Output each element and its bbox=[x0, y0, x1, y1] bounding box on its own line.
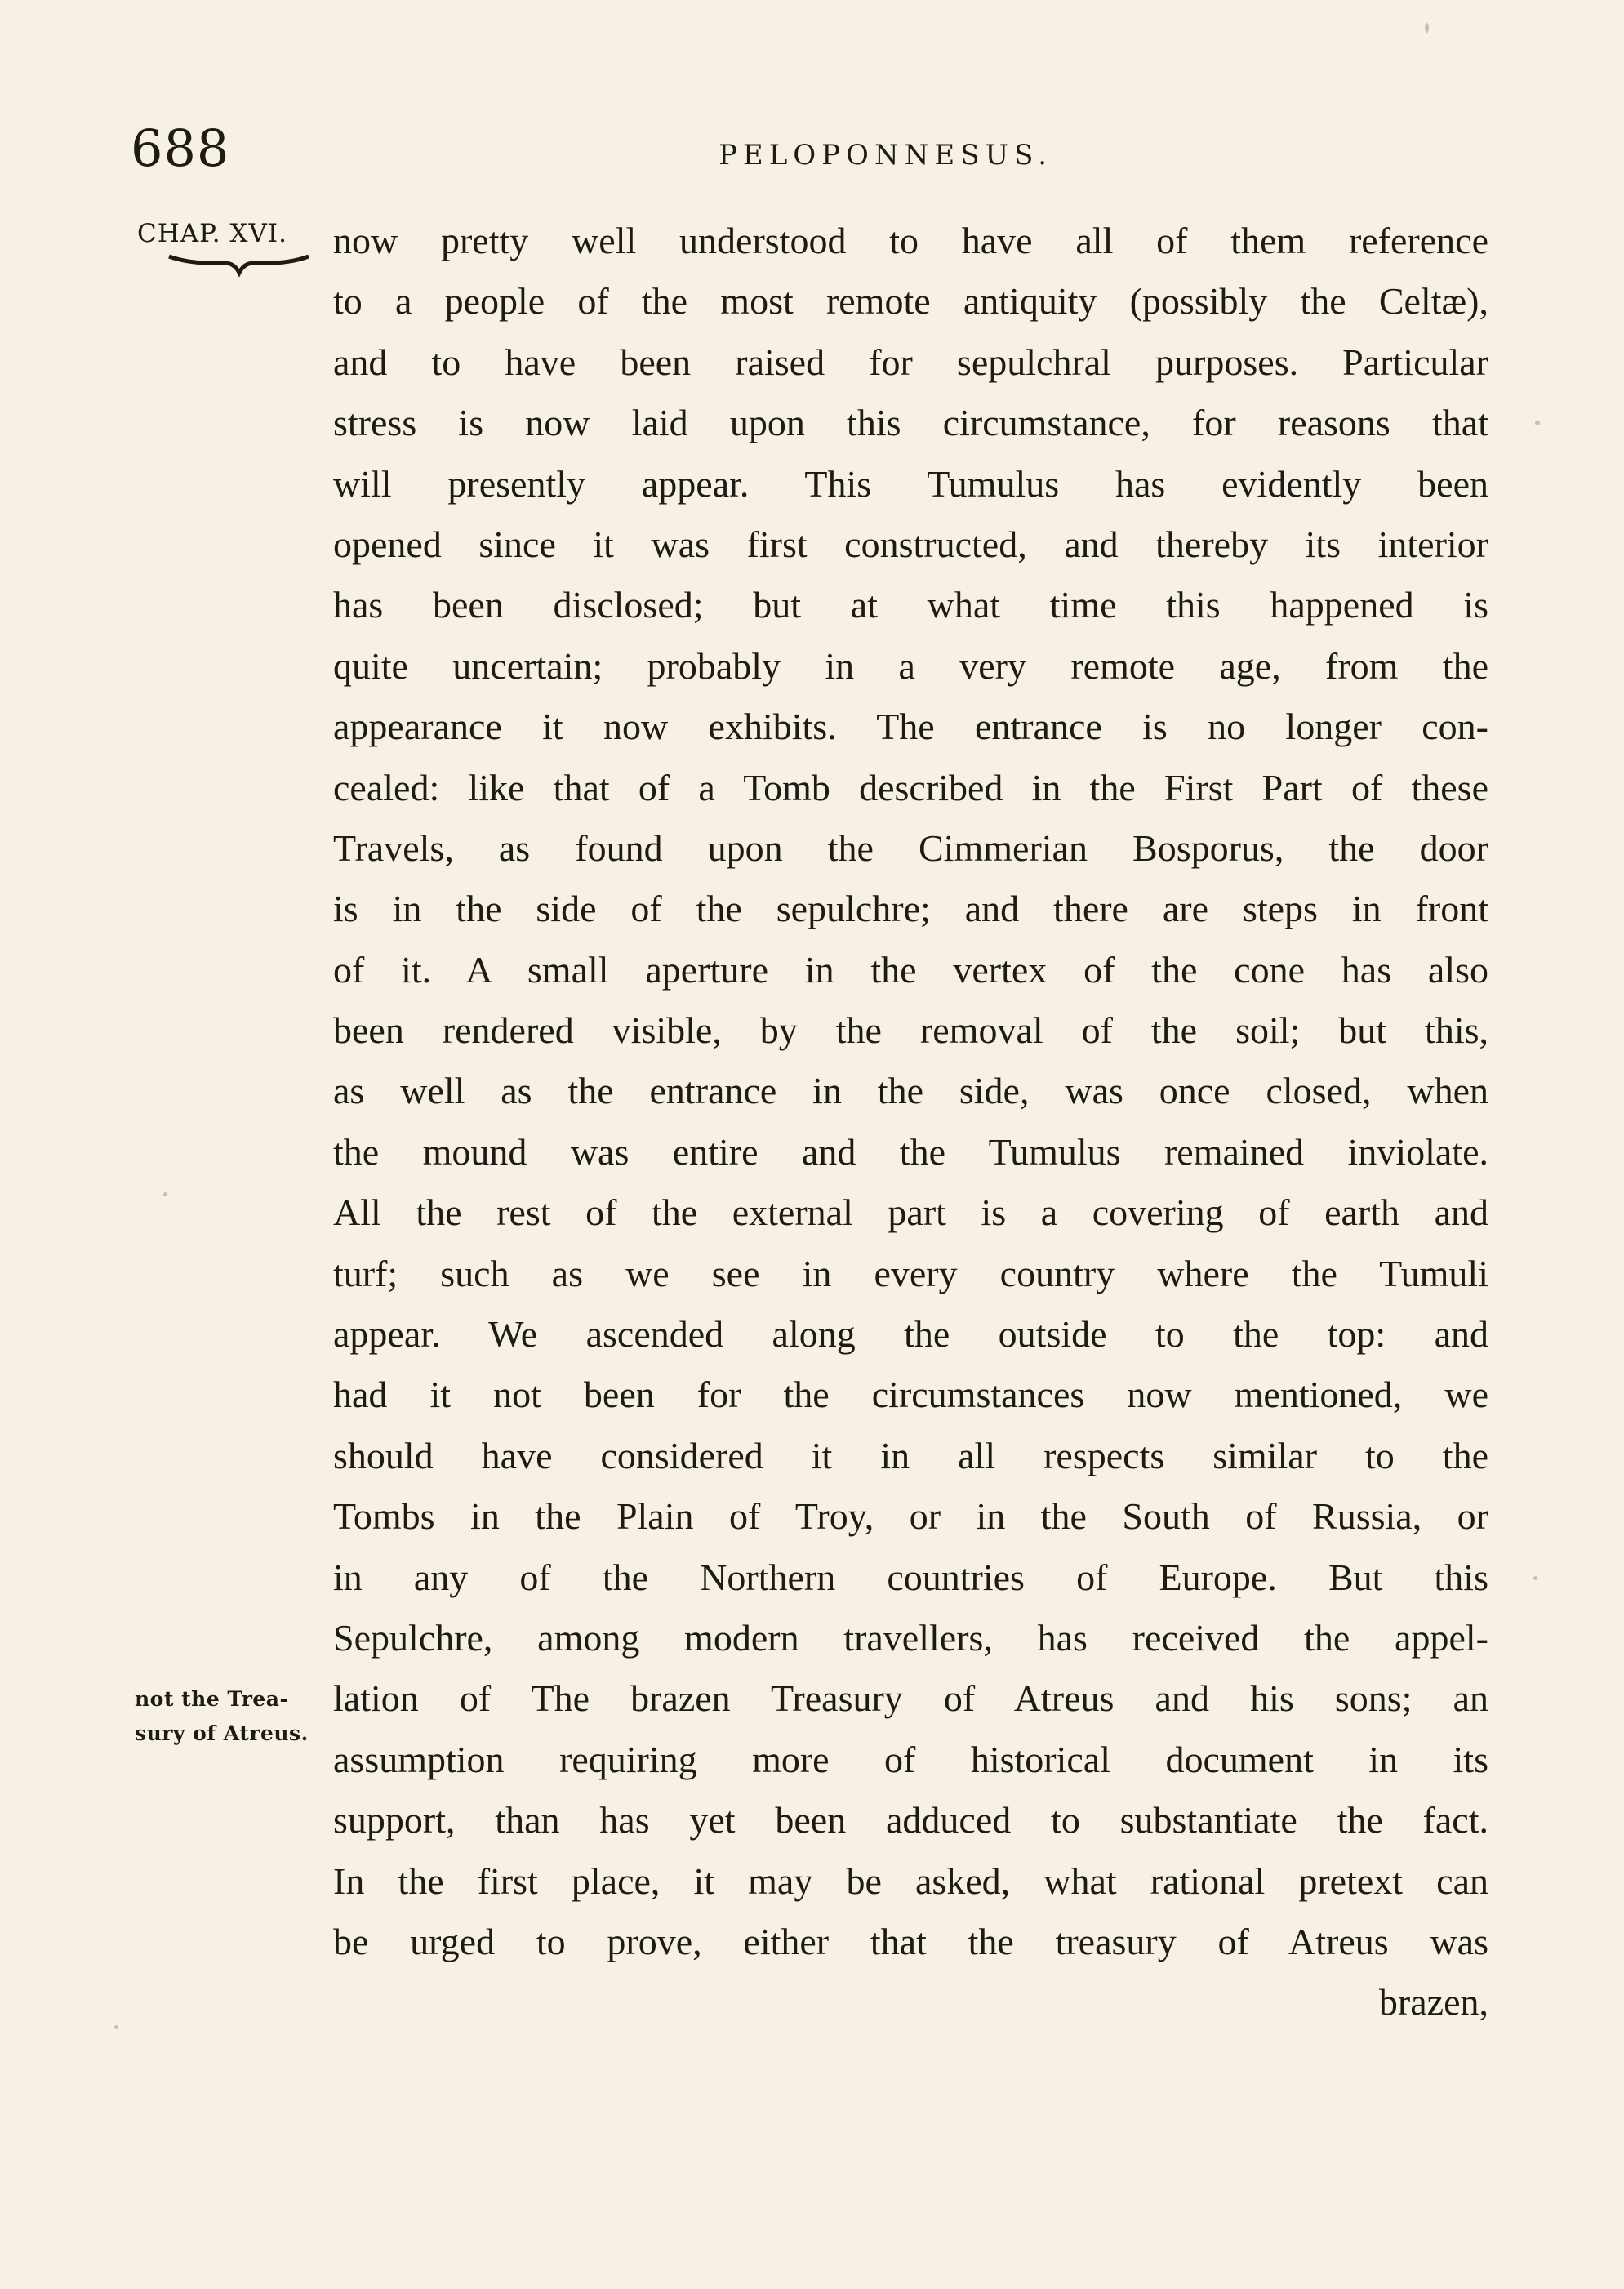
text-line bbox=[333, 1608, 1488, 1668]
text-line bbox=[333, 1365, 1488, 1425]
text-line bbox=[333, 211, 1488, 271]
text-line-content: turf; such as we see in every country where the Tumuli bbox=[333, 1252, 1488, 1294]
text-line bbox=[333, 1912, 1488, 1972]
text-line-content: Tombs in the Plain of Troy, or in the South of Russia, or bbox=[333, 1495, 1488, 1538]
text-line-content: now pretty well understood to have all of them reference bbox=[333, 220, 1488, 261]
text-line bbox=[333, 818, 1488, 879]
sidenote-line: sury of Atreus. bbox=[135, 1721, 309, 1745]
text-line-content: the mound was entire and the Tumulus remained inviolate. bbox=[333, 1130, 1488, 1173]
paper-speck bbox=[1535, 421, 1540, 425]
text-line bbox=[333, 1730, 1488, 1790]
text-line bbox=[333, 1548, 1488, 1608]
text-line-content: opened since it was first constructed, and thereby its interior bbox=[333, 523, 1488, 565]
page-number: 688 bbox=[131, 118, 230, 178]
text-line bbox=[333, 940, 1488, 1000]
text-line-content: in any of the Northern countries of Europe. But this bbox=[333, 1556, 1488, 1598]
chapter-brace-ornament bbox=[167, 253, 310, 278]
text-line bbox=[333, 1304, 1488, 1365]
text-line bbox=[333, 879, 1488, 939]
text-line-content: as well as the entrance in the side, was once closed, when bbox=[333, 1070, 1488, 1112]
paper-speck bbox=[114, 2025, 118, 2029]
text-line bbox=[333, 1486, 1488, 1547]
text-line bbox=[333, 1000, 1488, 1061]
text-line bbox=[333, 1426, 1488, 1486]
text-line-content: will presently appear. This Tumulus has evidently been bbox=[333, 462, 1488, 505]
sidenote-line: not the Trea- bbox=[135, 1687, 289, 1711]
text-line bbox=[333, 454, 1488, 514]
text-line bbox=[333, 758, 1488, 818]
text-line-content: quite uncertain; probably in a very remote age, from the bbox=[333, 644, 1488, 687]
text-line bbox=[333, 1668, 1488, 1729]
text-line-content: All the rest of the external part is a covering of earth and bbox=[333, 1191, 1488, 1234]
text-line-content: Travels, as found upon the Cimmerian Bosporus, the door bbox=[333, 826, 1488, 869]
text-line-content: cealed: like that of a Tomb described in the First Part of these bbox=[333, 766, 1488, 808]
chapter-label: CHAP. XVI. bbox=[137, 219, 287, 248]
text-line-content: lation of The brazen Treasury of Atreus and his sons; an bbox=[333, 1677, 1488, 1720]
text-line-content: appear. We ascended along the outside to the top: and bbox=[333, 1313, 1488, 1356]
running-head: PELOPONNESUS. bbox=[719, 139, 1053, 171]
text-line-content: been rendered visible, by the removal of the soil; but this, bbox=[333, 1009, 1488, 1052]
text-line bbox=[333, 1851, 1488, 1912]
text-line-content: had it not been for the circumstances now mentioned, we bbox=[333, 1374, 1488, 1416]
text-line-content: support, than has yet been adduced to substantiate the fact. bbox=[333, 1799, 1488, 1841]
text-line bbox=[333, 271, 1488, 332]
paper-speck bbox=[163, 1192, 167, 1196]
text-line-content: be urged to prove, either that the treasury of Atreus was bbox=[333, 1920, 1488, 1962]
text-line bbox=[333, 1122, 1488, 1182]
text-line bbox=[333, 1061, 1488, 1121]
text-line bbox=[333, 514, 1488, 575]
text-line-content: and to have been raised for sepulchral purposes. Particular bbox=[333, 341, 1488, 383]
sidenote bbox=[135, 1682, 309, 1751]
text-line-content: assumption requiring more of historical document in its bbox=[333, 1738, 1488, 1780]
text-line bbox=[333, 1972, 1488, 2033]
text-line-content: stress is now laid upon this circumstance, for reasons that bbox=[333, 402, 1488, 444]
text-line-content: is in the side of the sepulchre; and there are steps in front bbox=[333, 888, 1488, 930]
text-line-content: has been disclosed; but at what time this happened is bbox=[333, 584, 1488, 626]
text-line-content: Sepulchre, among modern travellers, has received the appel- bbox=[333, 1616, 1488, 1659]
text-line-content: should have considered it in all respects similar to the bbox=[333, 1434, 1488, 1476]
text-line bbox=[333, 1790, 1488, 1850]
text-line-content: to a people of the most remote antiquity (possibly the Celtæ), bbox=[333, 280, 1488, 323]
text-line-content: appearance it now exhibits. The entrance is no longer con- bbox=[333, 706, 1488, 748]
text-line-content: brazen, bbox=[1378, 1981, 1488, 2024]
text-line bbox=[333, 1244, 1488, 1304]
paper-speck bbox=[1425, 23, 1429, 33]
text-line bbox=[333, 636, 1488, 697]
text-line bbox=[333, 393, 1488, 453]
text-line bbox=[333, 1182, 1488, 1243]
body-text bbox=[333, 211, 1488, 2033]
text-line-content: of it. A small aperture in the vertex of the cone has also bbox=[333, 948, 1488, 991]
paper-speck bbox=[1533, 1576, 1537, 1580]
text-line bbox=[333, 332, 1488, 393]
text-line-content: In the first place, it may be asked, what rational pretext can bbox=[333, 1859, 1488, 1902]
text-line bbox=[333, 697, 1488, 757]
text-line bbox=[333, 575, 1488, 635]
